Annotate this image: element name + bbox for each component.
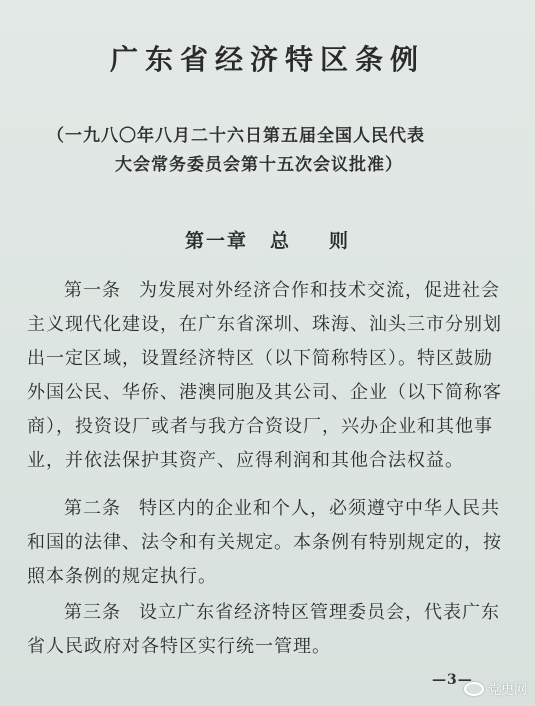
chapter-heading bbox=[0, 226, 535, 253]
chapter-title-part-2: 则 bbox=[329, 230, 351, 252]
article-1-line-4: 外国公民、华侨、港澳同胞及其公司、企业（以下简称客 bbox=[27, 382, 502, 403]
document-title: 广东省经济特区条例 bbox=[109, 43, 425, 76]
article-3-label: 第三条 bbox=[64, 602, 121, 623]
article-1-line-2: 主义现代化建设，在广东省深圳、珠海、汕头三市分别划 bbox=[27, 314, 502, 335]
article-1-label: 第一条 bbox=[64, 280, 121, 301]
article-2-line-1 bbox=[64, 494, 535, 520]
watermark-text: 党史网 bbox=[487, 683, 527, 698]
article-1-text-1: 为发展对外经济合作和技术交流，促进社会 bbox=[139, 280, 500, 301]
chapter-number: 第一章 bbox=[184, 230, 248, 252]
article-3-text-1: 设立广东省经济特区管理委员会，代表广东 bbox=[139, 602, 500, 623]
approval-note-line-1: （一九八〇年八月二十六日第五届全国人民代表 bbox=[47, 126, 425, 146]
article-3-line-2: 省人民政府对各特区实行统一管理。 bbox=[27, 636, 331, 657]
article-2-text-1: 特区内的企业和个人，必须遵守中华人民共 bbox=[139, 498, 500, 519]
article-1-line-1 bbox=[64, 276, 535, 302]
article-2-label: 第二条 bbox=[64, 498, 121, 519]
page-number: —3— bbox=[432, 672, 473, 688]
chapter-title-part-1: 总 bbox=[269, 230, 291, 252]
article-1-line-3: 出一定区域，设置经济特区（以下简称特区）。特区鼓励 bbox=[27, 348, 493, 369]
article-2-line-3: 照本条例的规定执行。 bbox=[27, 566, 217, 587]
article-1-line-6: 业，并依法保护其资产、应得利润和其他合法权益。 bbox=[27, 450, 464, 471]
watermark bbox=[464, 679, 527, 698]
article-3-line-1 bbox=[64, 598, 535, 624]
approval-note-line-2: 大会常务委员会第十五次会议批准） bbox=[115, 155, 403, 175]
weibo-eye-icon bbox=[464, 682, 484, 696]
article-1-line-5: 商），投资设厂或者与我方合资设厂，兴办企业和其他事 bbox=[27, 416, 493, 437]
article-2-line-2: 和国的法律、法令和有关规定。本条例有特别规定的，按 bbox=[27, 532, 502, 553]
